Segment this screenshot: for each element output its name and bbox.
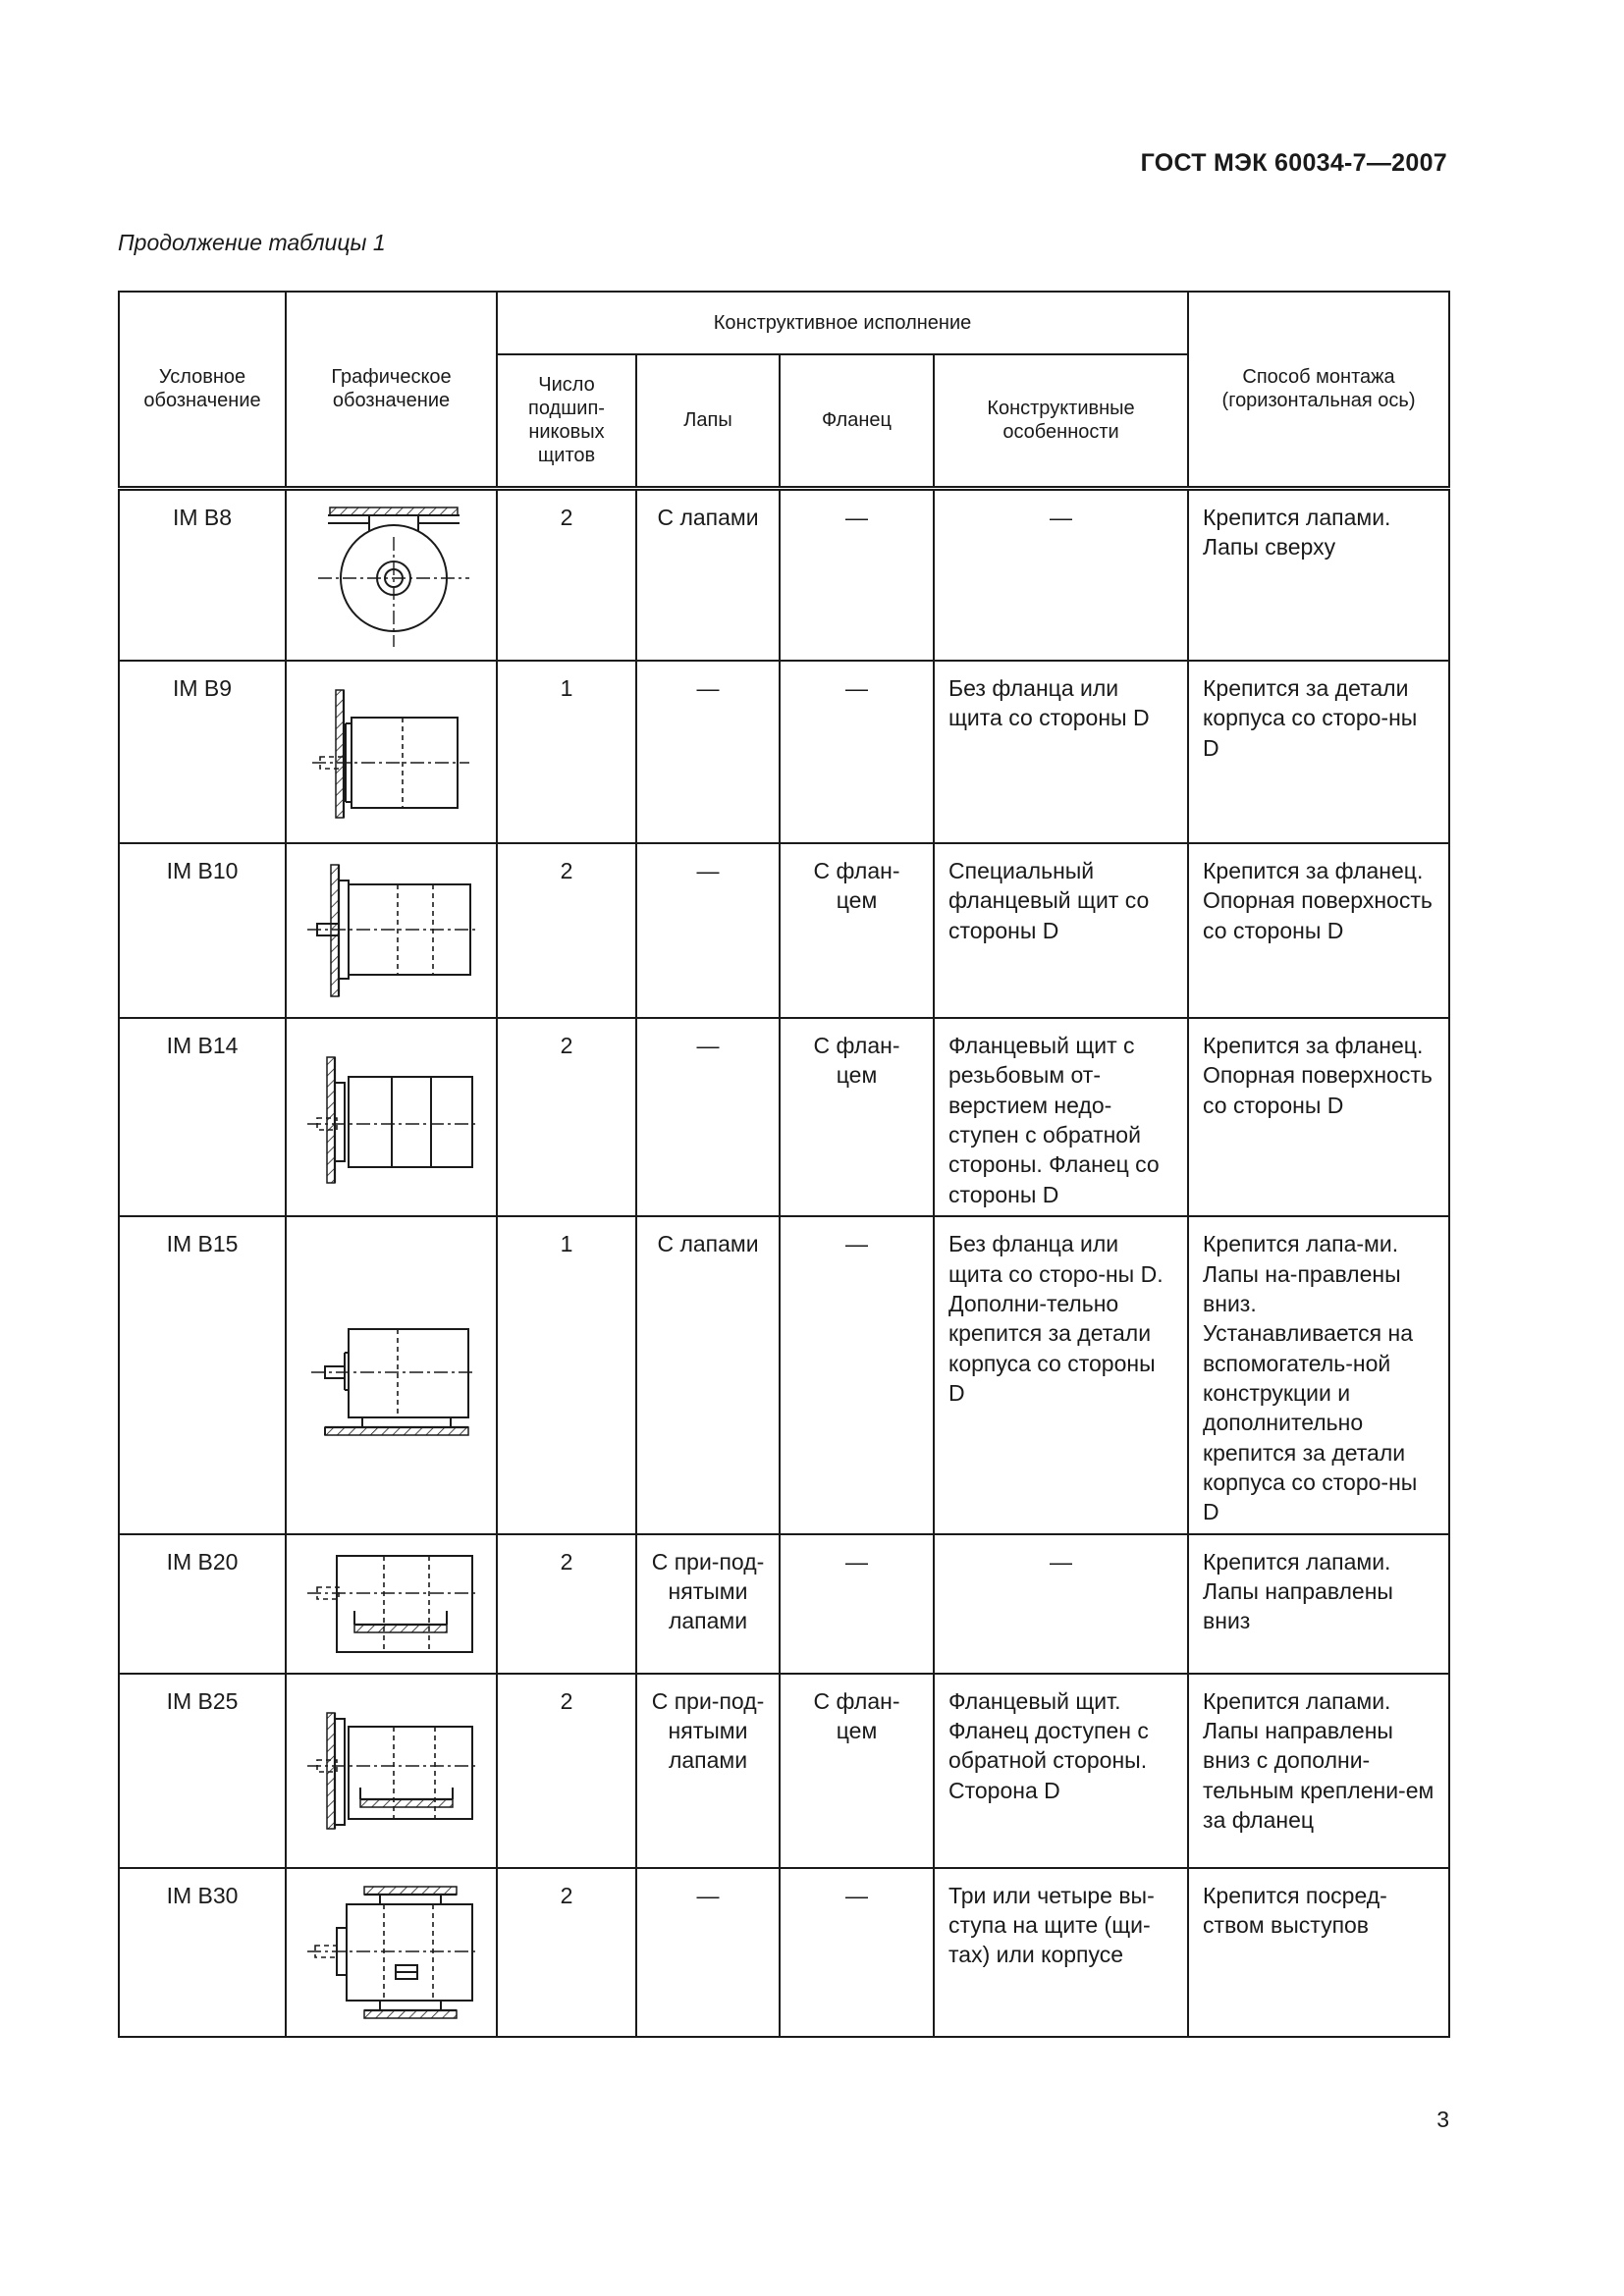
- row-bearings: 2: [497, 488, 636, 661]
- row-mounting: Крепится посред-ством выступов: [1188, 1868, 1449, 2037]
- row-bearings: 2: [497, 1018, 636, 1216]
- row-mounting: Крепится за фланец. Опорная поверхность со стороны D: [1188, 843, 1449, 1018]
- row-flange: —: [780, 1534, 934, 1674]
- row-flange: С флан-цем: [780, 1018, 934, 1216]
- table-row: [119, 843, 1449, 1018]
- row-bearings: 2: [497, 1534, 636, 1674]
- row-flange: С флан-цем: [780, 843, 934, 1018]
- row-code: IM B8: [119, 488, 286, 661]
- row-flange: —: [780, 661, 934, 843]
- row-mounting: Крепится лапами. Лапы сверху: [1188, 488, 1449, 661]
- row-mounting: Крепится лапа-ми. Лапы на-правлены вниз. Устанавливается на вспомогатель-ной конструкции и дополнительно крепится за детали корпуса со сторо-ны D: [1188, 1216, 1449, 1534]
- row-features: Три или четыре вы-ступа на щите (щи-тах) или корпусе: [934, 1868, 1188, 2037]
- page-number: 3: [1436, 2107, 1449, 2132]
- mounting-table: [118, 291, 1450, 2038]
- header-code: Условное обозначение: [119, 292, 286, 488]
- row-code: IM B14: [119, 1018, 286, 1216]
- row-feet: —: [636, 661, 780, 843]
- row-bearings: 2: [497, 843, 636, 1018]
- row-flange: —: [780, 1868, 934, 2037]
- row-bearings: 1: [497, 1216, 636, 1534]
- header-bearings: Число подшип-никовых щитов: [497, 354, 636, 488]
- row-features: —: [934, 1534, 1188, 1674]
- table-row: [119, 1534, 1449, 1674]
- row-mounting: Крепится за детали корпуса со сторо-ны D: [1188, 661, 1449, 843]
- header-mounting: Способ монтажа (горизонтальная ось): [1188, 292, 1449, 488]
- row-code: IM B20: [119, 1534, 286, 1674]
- header-flange: Фланец: [780, 354, 934, 488]
- table-row: [119, 1216, 1449, 1534]
- row-flange: С флан-цем: [780, 1674, 934, 1868]
- row-code: IM B9: [119, 661, 286, 843]
- table-row: [119, 661, 1449, 843]
- row-feet: С лапами: [636, 488, 780, 661]
- im-b8-drawing: [286, 488, 497, 661]
- im-b10-drawing: [286, 843, 497, 1018]
- row-code: IM B15: [119, 1216, 286, 1534]
- row-mounting: Крепится лапами. Лапы направлены вниз с дополни-тельным креплени-ем за фланец: [1188, 1674, 1449, 1868]
- row-feet: —: [636, 843, 780, 1018]
- table-row: [119, 1868, 1449, 2037]
- table-row: [119, 1674, 1449, 1868]
- table-row: [119, 1018, 1449, 1216]
- row-features: Без фланца или щита со стороны D: [934, 661, 1188, 843]
- row-feet: —: [636, 1868, 780, 2037]
- row-bearings: 2: [497, 1674, 636, 1868]
- im-b20-drawing: [286, 1534, 497, 1674]
- im-b15-drawing: [286, 1216, 497, 1534]
- row-flange: —: [780, 488, 934, 661]
- table-row: [119, 488, 1449, 661]
- row-mounting: Крепится за фланец. Опорная поверхность со стороны D: [1188, 1018, 1449, 1216]
- row-bearings: 1: [497, 661, 636, 843]
- row-flange: —: [780, 1216, 934, 1534]
- row-features: —: [934, 488, 1188, 661]
- row-feet: С при-под-нятыми лапами: [636, 1534, 780, 1674]
- row-code: IM B10: [119, 843, 286, 1018]
- row-mounting: Крепится лапами. Лапы направлены вниз: [1188, 1534, 1449, 1674]
- row-features: Без фланца или щита со сторо-ны D. Дополни-тельно крепится за детали корпуса со стороны D: [934, 1216, 1188, 1534]
- header-feet: Лапы: [636, 354, 780, 488]
- im-b14-drawing: [286, 1018, 497, 1216]
- im-b9-drawing: [286, 661, 497, 843]
- im-b30-drawing: [286, 1868, 497, 2037]
- row-features: Фланцевый щит с резьбовым от-верстием недо-ступен с обратной стороны. Фланец со стороны D: [934, 1018, 1188, 1216]
- header-construction-group: Конструктивное исполнение: [497, 292, 1188, 354]
- row-features: Фланцевый щит. Фланец доступен с обратной стороны. Сторона D: [934, 1674, 1188, 1868]
- header-features: Конструктивные особенности: [934, 354, 1188, 488]
- table-caption: Продолжение таблицы 1: [118, 230, 386, 255]
- row-bearings: 2: [497, 1868, 636, 2037]
- row-feet: С при-под-нятыми лапами: [636, 1674, 780, 1868]
- document-header: ГОСТ МЭК 60034-7—2007: [1140, 149, 1447, 177]
- row-feet: —: [636, 1018, 780, 1216]
- row-code: IM B30: [119, 1868, 286, 2037]
- row-code: IM B25: [119, 1674, 286, 1868]
- row-feet: С лапами: [636, 1216, 780, 1534]
- im-b25-drawing: [286, 1674, 497, 1868]
- row-features: Специальный фланцевый щит со стороны D: [934, 843, 1188, 1018]
- header-figure: Графическое обозначение: [286, 292, 497, 488]
